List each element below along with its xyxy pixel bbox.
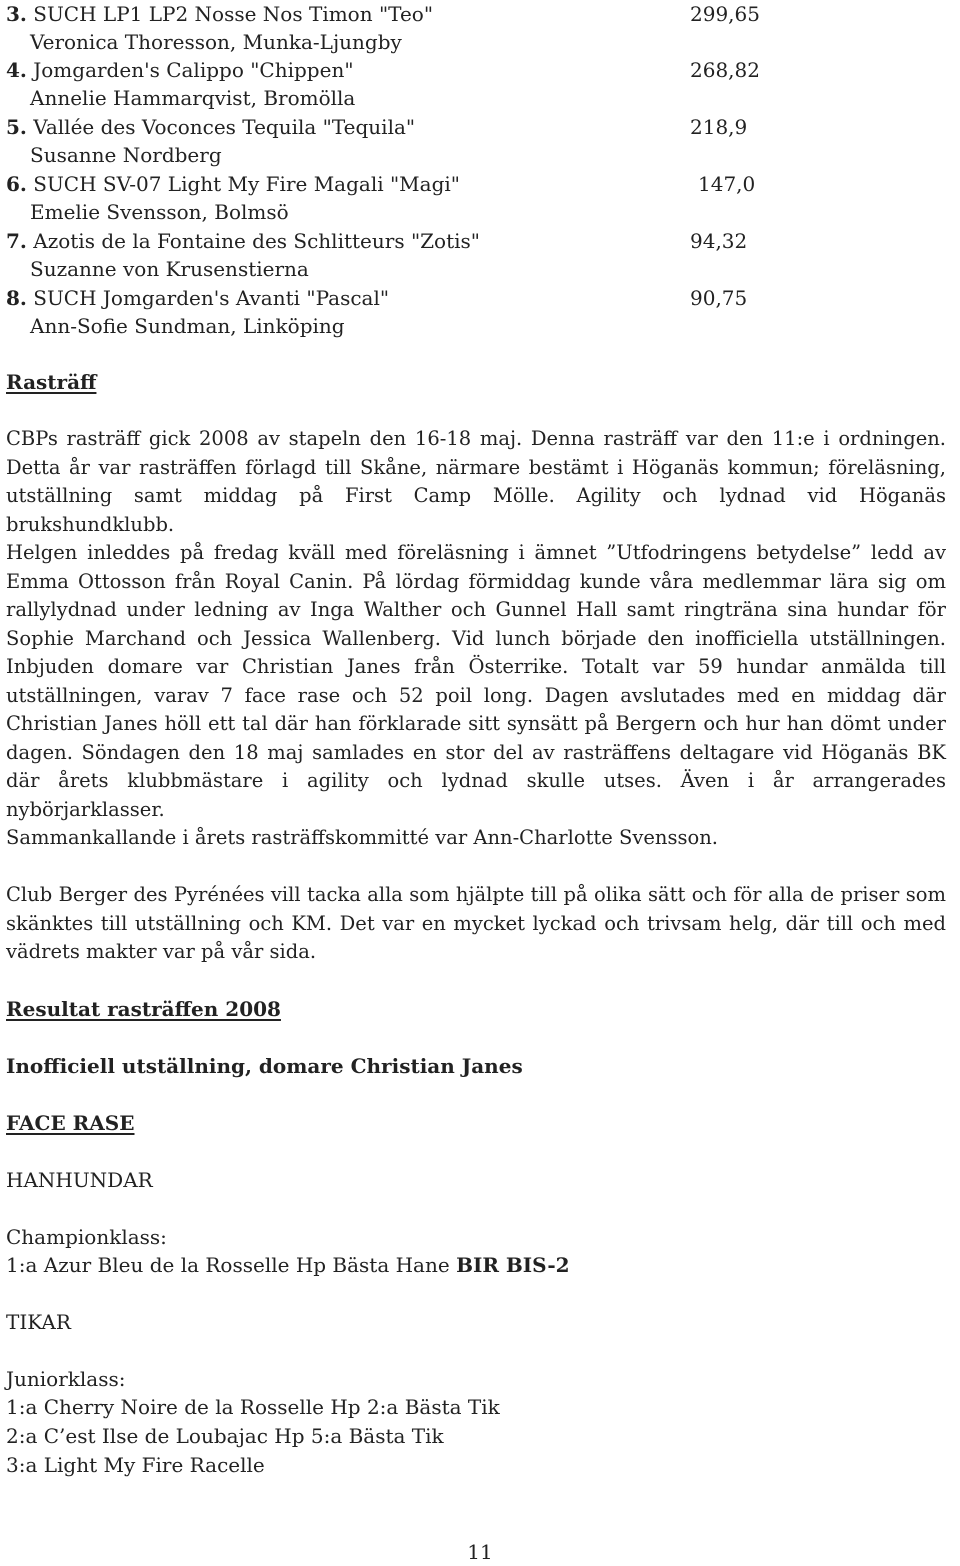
paragraph-committee: Sammankallande i årets rasträffskommitté var Ann-Charlotte Svensson.: [6, 826, 718, 849]
result-points-7: 94,32: [690, 229, 748, 253]
result-entry-5: 5. Vallée des Voconces Tequila "Tequila": [6, 115, 416, 139]
junior-class-label: Juniorklass:: [6, 1367, 126, 1391]
result-owner-5: Susanne Nordberg: [30, 143, 222, 167]
females-label: TIKAR: [6, 1310, 71, 1334]
dog-name: Vallée des Voconces Tequila "Tequila": [33, 115, 416, 139]
result-owner-7: Suzanne von Krusenstierna: [30, 257, 309, 281]
dog-name: SUCH Jomgarden's Avanti "Pascal": [33, 286, 390, 310]
junior-entry-1: 1:a Cherry Noire de la Rosselle Hp 2:a Bästa Tik: [6, 1395, 500, 1419]
champion-class-entry: 1:a Azur Bleu de la Rosselle Hp Bästa Hane BIR BIS-2: [6, 1253, 570, 1277]
paragraph-weekend: Helgen inleddes på fredag kväll med föreläsning i ämnet ”Utfodringens betydelse” ledd av Emma Ottosson från Royal Canin. På lördag förmiddag kunde våra medlemmar lära sig om rallylydnad under ledning av Inga Walther och Gunnel Hall samt ringträna sina hundar för Sophie Marchand och Jessica Wallenberg. Vid lunch började den inofficiella utställningen. Inbjuden domare var Christian Janes från Österrike. Totalt var 59 hundar anmälda till utställningen, varav 7 face rase och 52 poil long. Dagen avslutades med en middag där Christian Janes höll ett tal där han förklarade sitt synsätt på Bergern och hur han dömt under dagen. Söndagen den 18 maj samlades en stor del av rasträffens deltagare vid Höganäs BK där årets klubbmästare i agility och lydnad skulle utses. Även i år arrangerades nybörjarklasser.: [6, 541, 946, 821]
champion-class-label: Championklass:: [6, 1225, 167, 1249]
result-points-8: 90,75: [690, 286, 748, 310]
result-entry-4: 4. Jomgarden's Calippo "Chippen": [6, 58, 354, 82]
page-number: 11: [467, 1540, 493, 1564]
result-entry-7: 7. Azotis de la Fontaine des Schlitteurs "Zotis": [6, 229, 480, 253]
results-heading: Resultat rasträffen 2008: [6, 997, 281, 1021]
paragraph-intro: CBPs rasträff gick 2008 av stapeln den 16-18 maj. Denna rasträff var den 11:e i ordningen. Detta år var rasträffen förlagd till Skåne, närmare bestämt i Höganäs kommun; föreläsning, utställning samt middag på First Camp Mölle. Agility och lydnad vid Höganäs brukshundklubb.: [6, 427, 946, 536]
result-points-3: 299,65: [690, 2, 760, 26]
variety-heading: FACE RASE: [6, 1111, 135, 1135]
show-subheading: Inofficiell utställning, domare Christian Janes: [6, 1054, 523, 1078]
result-points-4: 268,82: [690, 58, 760, 82]
paragraph-thanks: Club Berger des Pyrénées vill tacka alla som hjälpte till på olika sätt och för alla de priser som skänktes till utställning och KM. Det var en mycket lyckad och trivsam helg, där till och med vädrets makter var på vår sida.: [6, 883, 946, 963]
result-entry-6: 6. SUCH SV-07 Light My Fire Magali "Magi": [6, 172, 460, 196]
dog-name: Jomgarden's Calippo "Chippen": [33, 58, 354, 82]
result-entry-8: 8. SUCH Jomgarden's Avanti "Pascal": [6, 286, 390, 310]
result-entry-3: 3. SUCH LP1 LP2 Nosse Nos Timon "Teo": [6, 2, 434, 26]
result-points-5: 218,9: [690, 115, 748, 139]
dog-name: SUCH SV-07 Light My Fire Magali "Magi": [33, 172, 460, 196]
junior-entry-2: 2:a C’est Ilse de Loubajac Hp 5:a Bästa Tik: [6, 1424, 444, 1448]
result-owner-6: Emelie Svensson, Bolmsö: [30, 200, 289, 224]
award-badge: BIR BIS-2: [456, 1253, 570, 1277]
result-owner-4: Annelie Hammarqvist, Bromölla: [30, 86, 356, 110]
result-owner-3: Veronica Thoresson, Munka-Ljungby: [30, 30, 402, 54]
males-label: HANHUNDAR: [6, 1168, 153, 1192]
result-owner-8: Ann-Sofie Sundman, Linköping: [30, 314, 345, 338]
dog-name: SUCH LP1 LP2 Nosse Nos Timon "Teo": [33, 2, 434, 26]
junior-entry-3: 3:a Light My Fire Racelle: [6, 1453, 265, 1477]
dog-name: Azotis de la Fontaine des Schlitteurs "Zotis": [33, 229, 480, 253]
section-heading-rastraff: Rasträff: [6, 370, 97, 394]
result-points-6: 147,0: [698, 172, 756, 196]
